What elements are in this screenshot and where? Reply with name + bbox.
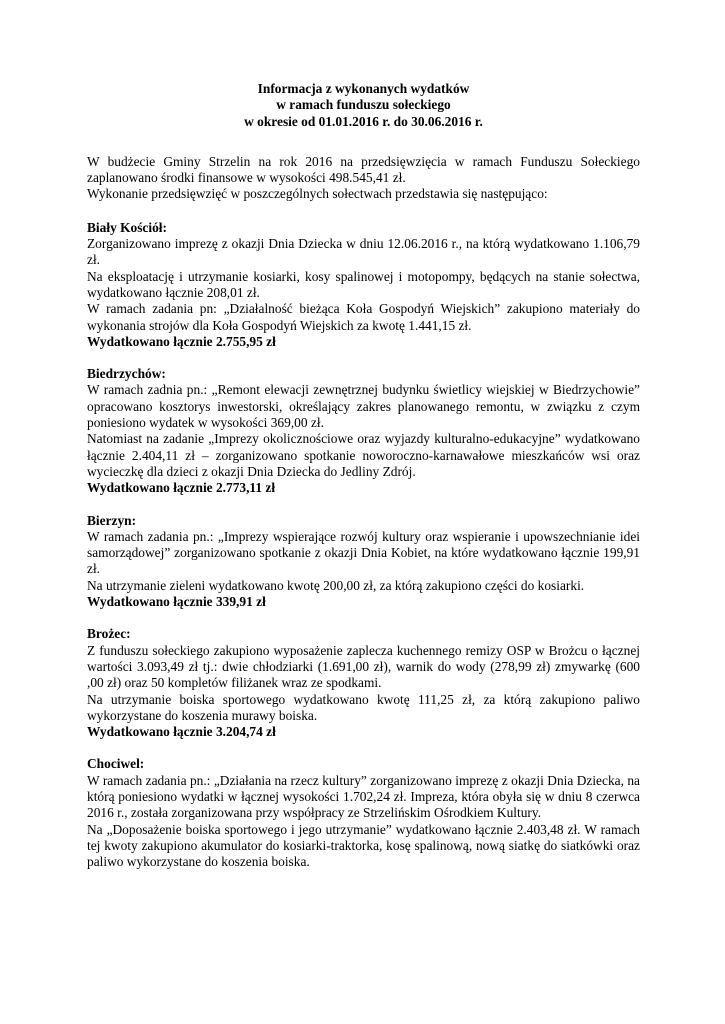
section-total: Wydatkowano łącznie 2.773,11 zł bbox=[87, 480, 276, 496]
section-paragraph: Na eksploatację i utrzymanie kosiarki, kosy spalinowej i motopompy, będących na stanie sołectwa, wydatkowano łącznie 208,01 zł. bbox=[87, 268, 640, 300]
section-heading: Biały Kościół: bbox=[87, 219, 167, 235]
intro-paragraph-budget: W budżecie Gminy Strzelin na rok 2016 na przedsięwzięcia w ramach Funduszu Sołeckiego zaplanowano środki finansowe w wysokości 498.545,41 zł. bbox=[87, 153, 640, 186]
section-paragraph: Na „Doposażenie boiska sportowego i jego utrzymanie” wydatkowano łącznie 2.403,48 zł. W ramach tej kwoty zakupiono akumulator do kosiarki-traktorka, kosę spalinową, nową siatkę do siatkówki oraz paliwo wykorzystane do koszenia boiska. bbox=[87, 821, 640, 870]
intro bbox=[87, 154, 640, 203]
section-total: Wydatkowano łącznie 2.755,95 zł bbox=[87, 333, 276, 349]
section-paragraph: Z funduszu sołeckiego zakupiono wyposażenie zaplecza kuchennego remizy OSP w Brożcu o łącznej wartości 3.093,49 zł tj.: dwie chłodziarki (1.691,00 zł), warnik do wody (278,99 zł) zmywarkę (600 ,00 zł) oraz 50 kompletów filiżanek wraz ze spodkami. bbox=[87, 642, 640, 691]
section-heading: Brożec: bbox=[87, 626, 131, 642]
intro-paragraph-summary: Wykonanie przedsięwzięć w poszczególnych sołectwach przedstawia się następująco: bbox=[87, 186, 548, 202]
section-total: Wydatkowano łącznie 339,91 zł bbox=[87, 594, 266, 610]
section-heading: Biedrzychów: bbox=[87, 366, 166, 382]
section-bialy-kosciol bbox=[87, 220, 640, 350]
document-title bbox=[87, 81, 640, 130]
section-paragraph: Na utrzymanie boiska sportowego wydatkowano kwotę 111,25 zł, za którą zakupiono paliwo wykorzystane do koszenia murawy boiska. bbox=[87, 691, 640, 723]
section-heading: Bierzyn: bbox=[87, 512, 137, 528]
title-line-3: w okresie od 01.01.2016 r. do 30.06.2016 r. bbox=[244, 113, 483, 129]
section-biedrzychow bbox=[87, 366, 640, 496]
section-paragraph: W ramach zadnia pn.: „Remont elewacji zewnętrznej budynku świetlicy wiejskiej w Biedrzychowie” opracowano kosztorys inwestorski, określający zakres planowanego remontu, w związku z czym poniesiono wydatek w wysokości 369,00 zł. bbox=[87, 382, 640, 431]
section-paragraph: W ramach zadania pn: „Działalność bieżąca Koła Gospodyń Wiejskich” zakupiono materiały do wykonania strojów dla Koła Gospodyń Wiejskich za kwotę 1.441,15 zł. bbox=[87, 301, 640, 333]
section-paragraph: Zorganizowano imprezę z okazji Dnia Dziecka w dniu 12.06.2016 r., na którą wydatkowano 1.106,79 zł. bbox=[87, 236, 640, 268]
section-paragraph: W ramach zadania pn.: „Działania na rzecz kultury” zorganizowano imprezę z okazji Dnia Dziecka, na którą poniesiono wydatki w łącznej wysokości 1.702,24 zł. Impreza, która obyła się w dniu 8 czerwca 2016 r., została zorganizowana przy współpracy ze Strzelińskim Ośrodkiem Kultury. bbox=[87, 772, 640, 821]
section-paragraph: Na utrzymanie zieleni wydatkowano kwotę 200,00 zł, za którą zakupiono części do kosiarki. bbox=[87, 577, 585, 593]
title-line-1: Informacja z wykonanych wydatków bbox=[257, 81, 470, 96]
title-line-2: w ramach funduszu sołeckiego bbox=[276, 97, 451, 113]
section-paragraph: W ramach zadania pn.: „Imprezy wspierające rozwój kultury oraz wspieranie i upowszechnianie idei samorządowej” zorganizowano spotkanie z okazji Dnia Kobiet, na które wydatkowano łącznie 199,91 zł. bbox=[87, 528, 640, 577]
section-brozec bbox=[87, 626, 640, 740]
section-paragraph: Natomiast na zadanie „Imprezy okolicznościowe oraz wyjazdy kulturalno-edukacyjne” wydatkowano łącznie 2.404,11 zł – zorganizowano spotkanie noworoczno-karnawałowe mieszkańców wsi oraz wycieczkę dla dzieci z okazji Dnia Dziecka do Jedliny Zdrój. bbox=[87, 431, 640, 479]
section-total: Wydatkowano łącznie 3.204,74 zł bbox=[87, 724, 276, 740]
document-page bbox=[87, 81, 640, 886]
section-heading: Chociwel: bbox=[87, 756, 145, 772]
section-bierzyn bbox=[87, 513, 640, 611]
section-chociwel bbox=[87, 756, 640, 870]
